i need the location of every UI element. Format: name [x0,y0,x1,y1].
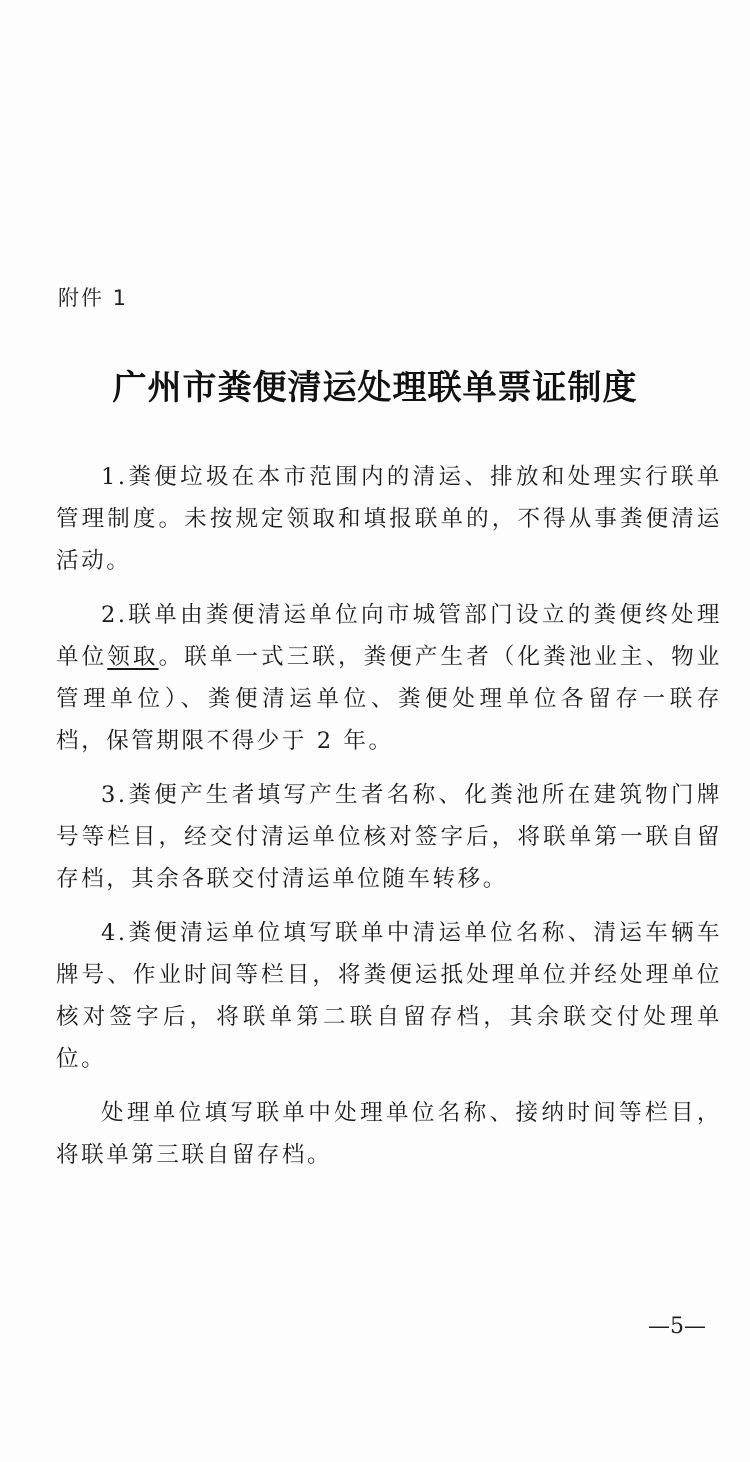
paragraph-3: 3.粪便产生者填写产生者名称、化粪池所在建筑物门牌号等栏目，经交付清运单位核对签字后，将联单第一联自留存档，其余各联交付清运单位随车转移。 [56,782,722,892]
paragraph-5: 处理单位填写联单中处理单位名称、接纳时间等栏目，将联单第三联自留存档。 [56,1100,722,1168]
document-body [56,456,722,1188]
paragraph-2-part-a: 2.联单由粪便清运单位向市城管部门设立的粪便终处理单位 [56,602,722,670]
attachment-label: 附件 1 [58,286,129,310]
paragraph-1: 1.粪便垃圾在本市范围内的清运、排放和处理实行联单管理制度。未按规定领取和填报联单的，不得从事粪便清运活动。 [56,464,722,574]
paragraph-2-part-b: 。联单一式三联，粪便产生者（化粪池业主、物业管理单位）、粪便清运单位、粪便处理单位各留存一联存档，保管期限不得少于 2 年。 [56,644,723,754]
page-number: —5— [648,1314,706,1339]
paragraph-2-underlined-text: 领取 [107,644,159,670]
document-title: 广州市粪便清运处理联单票证制度 [112,368,638,408]
paragraph-4: 4.粪便清运单位填写联单中清运单位名称、清运车辆车牌号、作业时间等栏目，将粪便运抵处理单位并经处理单位核对签字后，将联单第二联自留存档，其余联交付处理单位。 [56,920,722,1072]
paragraph-2 [56,594,722,762]
